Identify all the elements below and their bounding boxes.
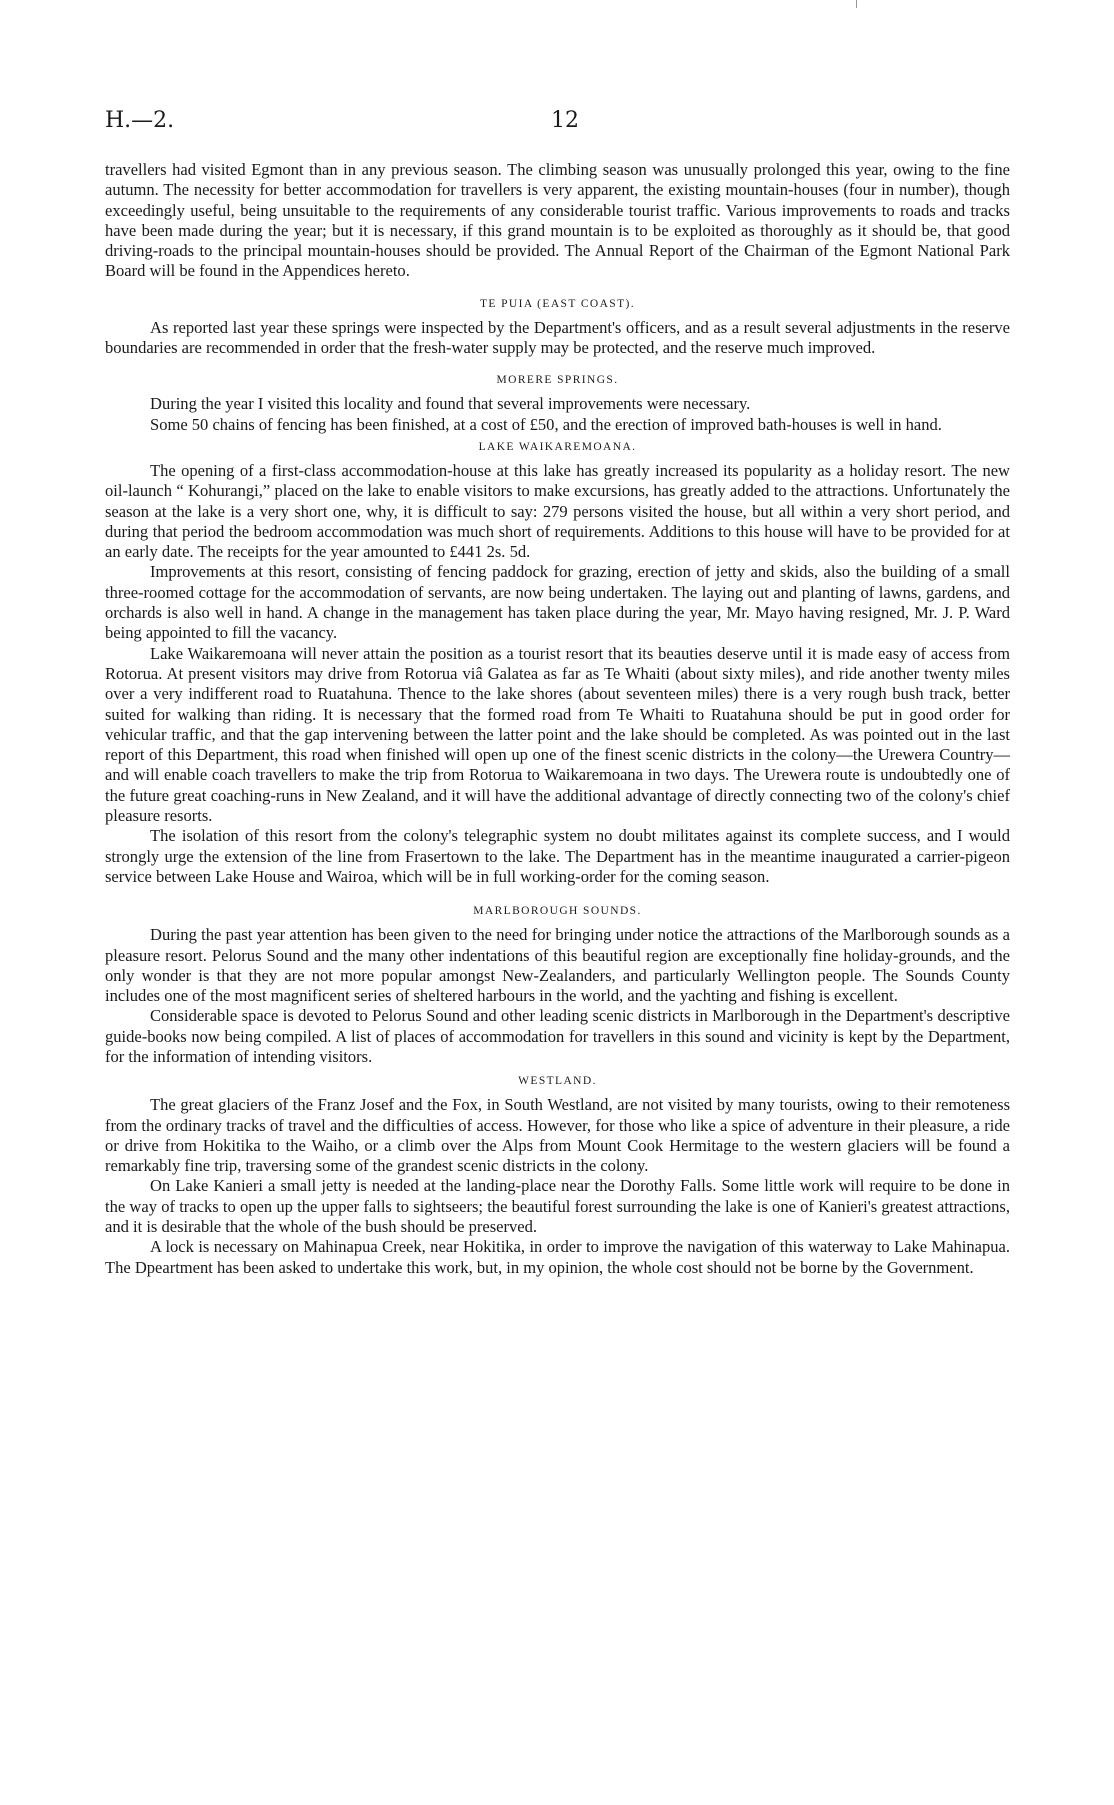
paragraph: The great glaciers of the Franz Josef and the Fox, in South Westland, are not visited by many tourists, owing to their remoteness from the ordinary tracks of travel and the difficulties of access. However, for those who like a spice of adventure in their pleasure, a ride or drive from Hokitika to the Waiho, or a climb over the Alps from Mount Cook Hermitage to the western glaciers will be found a remarkably fine trip, traversing some of the grandest scenic districts in the colony. (105, 1095, 1010, 1176)
report-reference: H.—2. (105, 108, 175, 133)
report-body (105, 160, 1010, 1278)
section-te-puia (105, 296, 1010, 359)
paragraph: On Lake Kanieri a small jetty is needed at the landing-place near the Dorothy Falls. Some little work will require to be done in the way of tracks to open up the upper falls to sightseers; the beautiful forest surrounding the lake is one of Kanieri's greatest attractions, and it is desirable that the whole of the bush should be preserved. (105, 1176, 1010, 1237)
section-lake-waikaremoana (105, 439, 1010, 887)
paragraph: Improvements at this resort, consisting of fencing paddock for grazing, erection of jetty and skids, also the building of a small three-roomed cottage for the accommodation of servants, are now being undertaken. The laying out and planting of lawns, gardens, and orchards is also well in hand. A change in the management has taken place during the year, Mr. Mayo having resigned, Mr. J. P. Ward being appointed to fill the vacancy. (105, 562, 1010, 643)
paragraph: During the year I visited this locality and found that several improvements were necessary. (150, 394, 751, 414)
page-header (105, 108, 1009, 138)
section-marlborough-sounds (105, 903, 1010, 1067)
section-heading: MORERE SPRINGS. (496, 374, 619, 387)
paragraph: During the past year attention has been given to the need for bringing under notice the attractions of the Marlborough sounds as a pleasure resort. Pelorus Sound and the many other indentations of this beautiful region are exceptionally fine holiday-grounds, and the only wonder is that they are not more popular amongst New-Zealanders, and particularly Wellington people. The Sounds County includes one of the most magnificent series of sheltered harbours in the world, and the yachting and fishing is excellent. (105, 925, 1010, 1006)
section-heading: MARLBOROUGH SOUNDS. (473, 905, 642, 918)
section-westland (105, 1073, 1010, 1278)
paragraph: Considerable space is devoted to Pelorus Sound and other leading scenic districts in Marlborough in the Department's descriptive guide-books now being compiled. A list of places of accommodation for travellers in this sound and vicinity is kept by the Department, for the information of intending visitors. (105, 1006, 1010, 1066)
paragraph: Lake Waikaremoana will never attain the position as a tourist resort that its beauties deserve until it is made easy of access from Rotorua. At present visitors may drive from Rotorua viâ Galatea as far as Te Whaiti (about sixty miles), and ride another twenty miles over a very indifferent road to Ruatahuna. Thence to the lake shores (about seventeen miles) there is a very rough bush track, better suited for walking than riding. It is necessary that the formed road from Te Whaiti to Ruatahuna should be put in good order for vehicular traffic, and that the gap intervening between the latter point and the lake should be completed. As was pointed out in the last report of this Department, this road when finished will open up one of the finest scenic districts in the colony—the Urewera Country—and will enable coach travellers to make the trip from Rotorua to Waikaremoana in two days. The Urewera route is undoubtedly one of the future great coaching-runs in New Zealand, and it will have the additional advantage of directly connecting two of the colony's chief pleasure resorts. (105, 643, 1010, 826)
paragraph: Some 50 chains of fencing has been finished, at a cost of £50, and the erection of improved bath-houses is well in hand. (150, 414, 942, 434)
section-heading: WESTLAND. (518, 1075, 597, 1088)
section-heading: LAKE WAIKAREMOANA. (478, 440, 637, 453)
section-morere-springs (105, 372, 1010, 435)
intro-paragraph: travellers had visited Egmont than in any previous season. The climbing season was unusually prolonged this year, owing to the fine autumn. The necessity for better accommodation for travellers is very apparent, the existing mountain-houses (four in number), though exceedingly useful, being unsuitable to the requirements of any considerable tourist traffic. Various improvements to roads and tracks have been made during the year; but it is necessary, if this grand mountain is to be exploited as thoroughly as it should be, that good driving-roads to the principal mountain-houses should be provided. The Annual Report of the Chairman of the Egmont National Park Board will be found in the Appendices hereto. (105, 160, 1010, 281)
paragraph: The opening of a first-class accommodation-house at this lake has greatly increased its popularity as a holiday resort. The new oil-launch “ Kohurangi,” placed on the lake to enable visitors to make excursions, has greatly added to the attractions. Unfortunately the season at the lake is a very short one, why, it is difficult to say: 279 persons visited the house, but all within a very short period, and during that period the bedroom accommodation was much short of requirements. Additions to this house will have to be provided for at an early date. The receipts for the year amounted to £441 2s. 5d. (105, 460, 1010, 562)
section-heading: TE PUIA (EAST COAST). (479, 297, 636, 310)
paragraph: The isolation of this resort from the colony's telegraphic system no doubt militates against its complete success, and I would strongly urge the extension of the line from Frasertown to the lake. The Department has in the meantime inaugurated a carrier-pigeon service between Lake House and Wairoa, which will be in full working-order for the coming season. (105, 826, 1010, 886)
paragraph: A lock is necessary on Mahinapua Creek, near Hokitika, in order to improve the navigation of this waterway to Lake Mahinapua. The Dpeartment has been asked to undertake this work, but, in my opinion, the whole cost should not be borne by the Government. (105, 1237, 1010, 1277)
paragraph: As reported last year these springs were inspected by the Department's officers, and as a result several adjustments in the reserve boundaries are recommended in order that the fresh-water supply may be protected, and the reserve much improved. (105, 317, 1010, 358)
scan-mark (856, 0, 857, 8)
page-number: 12 (551, 108, 579, 133)
